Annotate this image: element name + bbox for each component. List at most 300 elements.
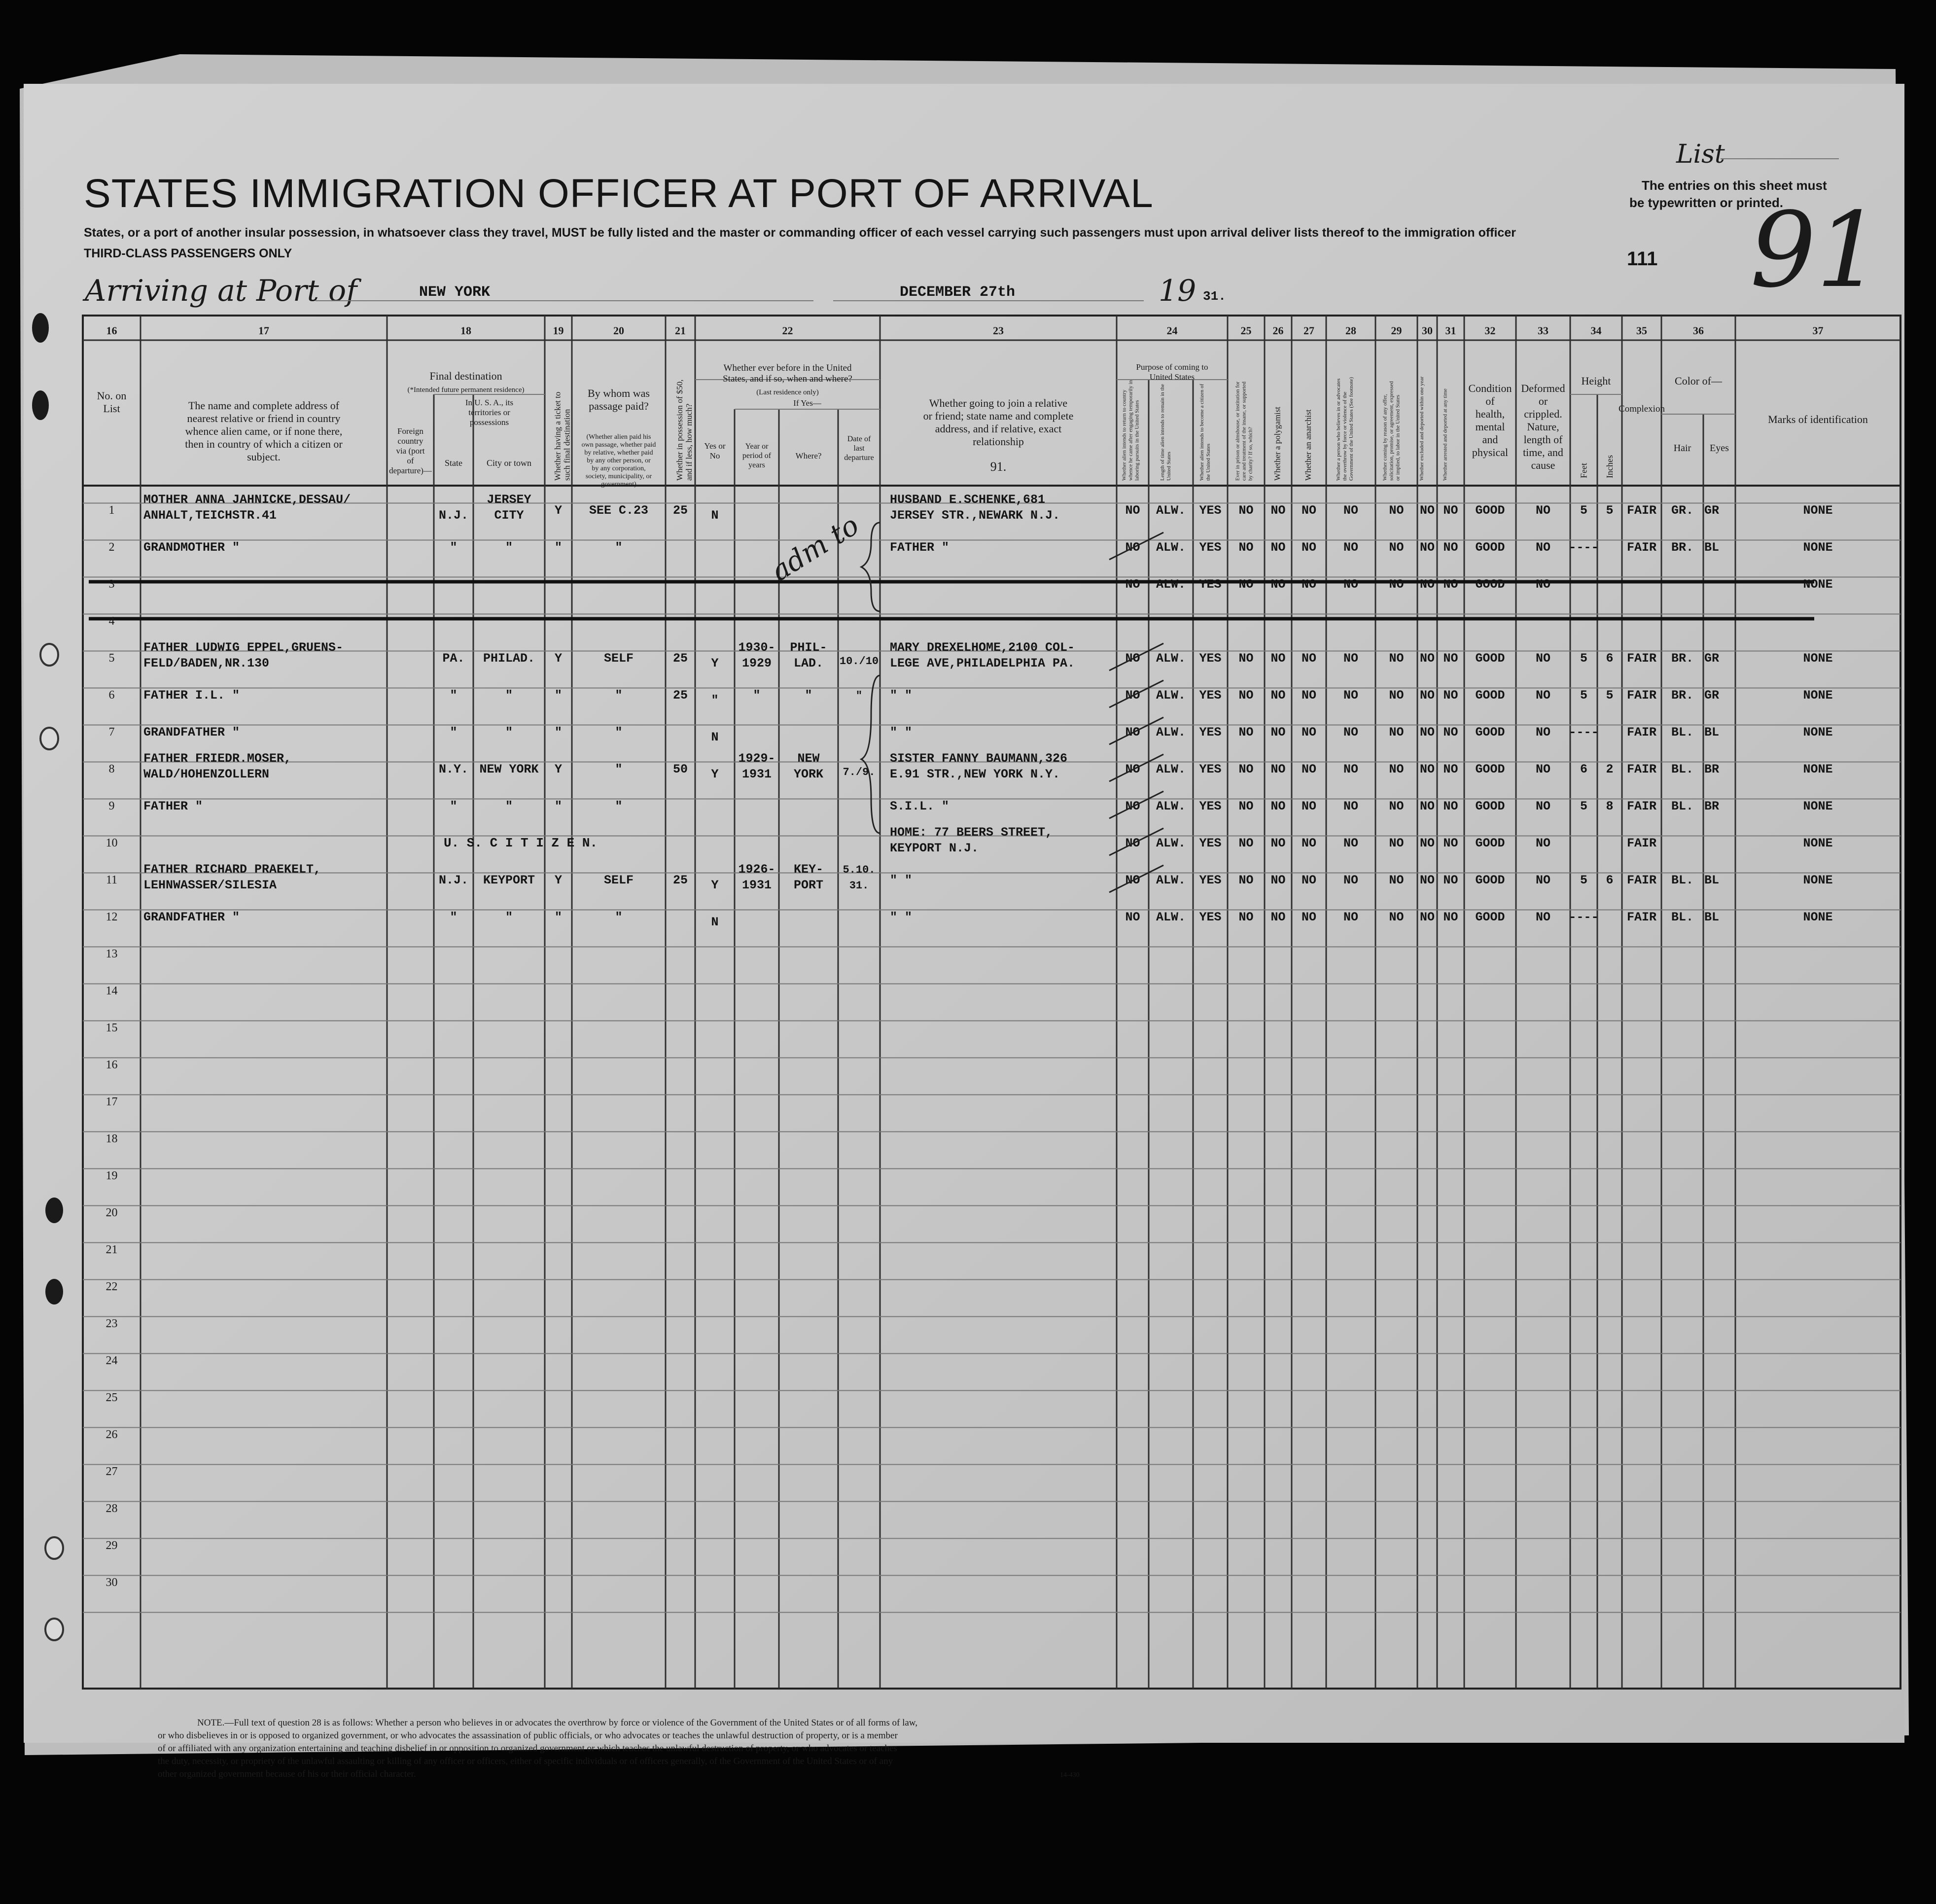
col-c27-value: NO [1301, 540, 1317, 555]
page-number: 111 [1627, 248, 1658, 270]
hair-color: BR. [1671, 540, 1694, 555]
eye-color: GR [1704, 503, 1720, 518]
height-feet: ---- [1569, 910, 1599, 924]
hair-color: BL. [1671, 799, 1694, 813]
col-c31-value: NO [1443, 836, 1458, 850]
col-c25-value: NO [1238, 762, 1254, 776]
col-c26-value: NO [1270, 836, 1286, 850]
joining: " " [890, 688, 913, 703]
col-22-ifyes: If Yes— [793, 398, 821, 408]
joining: " " [890, 725, 913, 740]
col-c28-value: NO [1343, 688, 1359, 703]
col-c29-value: NO [1389, 688, 1404, 703]
before-in-us: " [711, 693, 719, 707]
deformed: NO [1535, 836, 1551, 850]
last-departure: 7./9. [843, 766, 876, 778]
col-c24c-value: YES [1199, 688, 1222, 703]
ticket: Y [554, 762, 563, 776]
col-20-sub: (Whether alien paid his own passage, whether paid by relative, whether paid by any other person, or by any corporation, society, municipality, or government) [581, 433, 656, 488]
col-c24a-value: NO [1125, 799, 1140, 813]
health: GOOD [1475, 503, 1505, 518]
column-number: 36 [1693, 324, 1704, 337]
year-period-2: 1929 [741, 656, 772, 670]
col-27-heading: Whether an anarchist [1303, 409, 1313, 481]
money: 25 [672, 688, 688, 703]
col-c24c-value: YES [1199, 836, 1222, 850]
row-number: 14 [106, 985, 118, 997]
before-in-us: N [711, 915, 719, 929]
col-c27-value: NO [1301, 836, 1317, 850]
col-c26-value: NO [1270, 873, 1286, 887]
height-feet: 5 [1580, 799, 1588, 813]
year-suffix: 31. [1203, 289, 1226, 304]
col-c27-value: NO [1301, 651, 1317, 666]
col-c24b-value: ALW. [1156, 910, 1186, 924]
health: GOOD [1475, 540, 1505, 555]
relative-name: GRANDFATHER " [143, 725, 240, 740]
footnote-line-4: the duty, necessity, or propriety of the unlawful assaulting or killing of any officer or officers, either of specific individuals or of officers generally, of the Government of the United States or of any [158, 1756, 893, 1766]
table-row [109, 615, 115, 628]
year-period: 1930- [738, 640, 775, 655]
row-number: 17 [106, 1095, 118, 1108]
col-c25-value: NO [1238, 836, 1254, 850]
col-18-title: Final destination [429, 370, 502, 382]
col-c26-value: NO [1270, 725, 1286, 740]
col-19-heading: Whether having a ticket tosuch final destination [553, 391, 572, 481]
col-28-heading: Whether a person who believes in or advocatesthe overthrow by force or violence of theGovernment of the United States (See footnote) [1336, 377, 1354, 481]
where-2: YORK [793, 767, 824, 781]
form-number: 14-430 [1060, 1771, 1080, 1779]
col-c30-value: NO [1419, 799, 1435, 813]
col-c28-value: NO [1343, 873, 1359, 887]
row-number: 20 [106, 1206, 118, 1219]
complexion: FAIR [1626, 540, 1657, 555]
money: 25 [672, 873, 688, 887]
col-c28-value: NO [1343, 799, 1359, 813]
col-35-heading: Complexion [1619, 404, 1665, 414]
col-c24a-value: NO [1125, 873, 1140, 887]
col-c29-value: NO [1389, 873, 1404, 887]
col-c27-value: NO [1301, 688, 1317, 703]
col-c25-value: NO [1238, 910, 1254, 924]
health: GOOD [1475, 577, 1505, 592]
deformed: NO [1535, 577, 1551, 592]
col-c29-value: NO [1389, 762, 1404, 776]
identification-marks: NONE [1803, 873, 1833, 887]
col-c24a-value: NO [1125, 910, 1140, 924]
col-c31-value: NO [1443, 873, 1458, 887]
col-22-sub: (Last residence only) [756, 388, 819, 396]
where-2: LAD. [793, 656, 824, 670]
col-c30-value: NO [1419, 651, 1435, 666]
height-inches: 5 [1606, 503, 1614, 518]
col-c24b-value: ALW. [1156, 540, 1186, 555]
identification-marks: NONE [1803, 577, 1833, 592]
col-c31-value: NO [1443, 577, 1458, 592]
complexion: FAIR [1626, 836, 1657, 850]
identification-marks: NONE [1803, 799, 1833, 813]
col-c24b-value: ALW. [1156, 873, 1186, 887]
col-c24c-value: YES [1199, 873, 1222, 887]
row-number: 28 [106, 1502, 118, 1515]
col-c24c-value: YES [1199, 503, 1222, 518]
row-number: 15 [106, 1022, 118, 1034]
eye-color: BL [1704, 540, 1720, 555]
port-value: NEW YORK [419, 284, 491, 301]
column-number: 31 [1445, 324, 1456, 337]
row-number: 21 [106, 1243, 118, 1256]
relative-name: MOTHER ANNA JAHNICKE,DESSAU/ [143, 493, 351, 507]
where-2: PORT [793, 878, 824, 892]
dest-city: JERSEY [487, 493, 531, 507]
year-prefix: 19 [1159, 274, 1197, 308]
health: GOOD [1475, 836, 1505, 850]
col-c26-value: NO [1270, 762, 1286, 776]
col-c30-value: NO [1419, 836, 1435, 850]
dest-state: N.J. [438, 508, 469, 523]
passage-paid: SELF [603, 873, 634, 887]
row-number: 8 [108, 763, 115, 776]
health: GOOD [1475, 910, 1505, 924]
col-c27-value: NO [1301, 762, 1317, 776]
deformed: NO [1535, 910, 1551, 924]
height-inches: 6 [1606, 651, 1614, 666]
col-c29-value: NO [1389, 577, 1404, 592]
complexion: FAIR [1626, 762, 1657, 776]
col-22-date: Date of last departure [844, 435, 874, 462]
col-c26-value: NO [1270, 540, 1286, 555]
col-c24a-value: NO [1125, 762, 1140, 776]
col-c28-value: NO [1343, 503, 1359, 518]
handwritten-list-number: 91 [1750, 190, 1882, 311]
col-26-heading: Whether a polygamist [1272, 406, 1282, 481]
col-c31-value: NO [1443, 503, 1458, 518]
citizen-note: U. S. C I T I Z E N. [444, 836, 598, 850]
column-number: 32 [1484, 324, 1496, 337]
relative-name: FATHER RICHARD PRAEKELT, [143, 862, 321, 877]
row-number: 23 [106, 1317, 118, 1330]
joining-2: LEGE AVE,PHILADELPHIA PA. [890, 656, 1075, 670]
dest-city: PHILAD. [483, 651, 535, 666]
col-c28-value: NO [1343, 577, 1359, 592]
row-number: 22 [106, 1280, 118, 1293]
col-c30-value: NO [1419, 577, 1435, 592]
col-c25-value: NO [1238, 540, 1254, 555]
identification-marks: NONE [1803, 762, 1833, 776]
col-c28-value: NO [1343, 725, 1359, 740]
row-number: 2 [108, 541, 115, 554]
row-number: 3 [108, 578, 115, 591]
col-c24c-value: YES [1199, 540, 1222, 555]
row-number: 24 [106, 1354, 118, 1367]
col-22-year: Year or period of years [742, 442, 772, 469]
col-c24c-value: YES [1199, 910, 1222, 924]
height-feet: 6 [1580, 762, 1588, 776]
col-34-feet: Feet [1579, 463, 1589, 478]
note-right-1: The entries on this sheet must [1642, 178, 1827, 193]
dest-state: PA. [442, 651, 465, 666]
year-period-2: 1931 [741, 878, 772, 892]
col-c29-value: NO [1389, 725, 1404, 740]
col-c27-value: NO [1301, 577, 1317, 592]
col-c24b-value: ALW. [1156, 836, 1186, 850]
col-22-where: Where? [795, 451, 822, 460]
relative-address: LEHNWASSER/SILESIA [143, 878, 277, 892]
relative-name: FATHER FRIEDR.MOSER, [143, 751, 292, 766]
dest-state: " [450, 799, 458, 813]
ticket: Y [554, 503, 563, 518]
health: GOOD [1475, 762, 1505, 776]
date-value: DECEMBER 27th [900, 284, 1016, 301]
ticket: " [554, 540, 563, 555]
col-c29-value: NO [1389, 910, 1404, 924]
col-36-heading: Color of— [1675, 375, 1722, 387]
row-number: 27 [106, 1465, 118, 1478]
deformed: NO [1535, 725, 1551, 740]
col-c30-value: NO [1419, 910, 1435, 924]
col-c31-value: NO [1443, 725, 1458, 740]
col-18-city: City or town [486, 458, 532, 468]
row-number: 29 [106, 1539, 118, 1552]
col-37-heading: Marks of identification [1768, 413, 1868, 425]
relative-name: FATHER " [143, 799, 203, 813]
ticket: " [554, 725, 563, 740]
joining: FATHER " [890, 540, 950, 555]
col-18-sub: (*Intended future permanent residence) [407, 386, 525, 394]
passage-paid: SEE C.23 [589, 503, 649, 518]
dest-city-2: CITY [494, 508, 524, 523]
column-number: 24 [1166, 324, 1178, 337]
col-25-heading: Ever in prison or almshouse, or institution forcare and treatment of the insane, or supportedby charity? If so, which? [1234, 381, 1254, 481]
col-c28-value: NO [1343, 910, 1359, 924]
joining: " " [890, 873, 913, 887]
col-30-heading: Whether excluded and deported within one year [1419, 376, 1425, 481]
dest-state: " [450, 540, 458, 555]
joining: HUSBAND E.SCHENKE,681 [890, 493, 1046, 507]
complexion: FAIR [1626, 910, 1657, 924]
height-feet: 5 [1580, 688, 1588, 703]
col-22-yesno: Yes or No [704, 441, 726, 460]
joining: " " [890, 910, 913, 924]
col-18-state: State [445, 458, 462, 468]
before-in-us: Y [711, 656, 719, 670]
deformed: NO [1535, 651, 1551, 666]
col-c25-value: NO [1238, 873, 1254, 887]
col-24c-heading: Whether alien intends to become a citizen ofthe United States [1199, 384, 1211, 481]
col-c24a-value: NO [1125, 836, 1140, 850]
col-c24c-value: YES [1199, 762, 1222, 776]
col-c24c-value: YES [1199, 651, 1222, 666]
hair-color: BL. [1671, 762, 1694, 776]
col-c29-value: NO [1389, 836, 1404, 850]
page-subtitle: States, or a port of another insular possession, in whatsoever class they travel, MUST be fully listed and the master or commanding officer of each vessel carrying such passengers must upon arrival deliver lists thereof to the immigration officer [84, 226, 1516, 240]
year-period: 1929- [738, 751, 775, 766]
col-34-heading: Height [1581, 375, 1611, 387]
height-inches: 5 [1606, 688, 1614, 703]
row-number: 19 [106, 1169, 118, 1182]
column-number: 16 [106, 324, 117, 337]
complexion: FAIR [1626, 688, 1657, 703]
health: GOOD [1475, 651, 1505, 666]
col-c27-value: NO [1301, 799, 1317, 813]
deformed: NO [1535, 873, 1551, 887]
col-31-heading: Whether arrested and deported at any time [1442, 388, 1448, 481]
ticket: Y [554, 873, 563, 887]
col-c30-value: NO [1419, 725, 1435, 740]
col-c28-value: NO [1343, 836, 1359, 850]
col-c24b-value: ALW. [1156, 503, 1186, 518]
before-in-us: Y [711, 767, 719, 781]
col-c24c-value: YES [1199, 799, 1222, 813]
column-number: 25 [1240, 324, 1252, 337]
col-c31-value: NO [1443, 688, 1458, 703]
joining-2: E.91 STR.,NEW YORK N.Y. [890, 767, 1060, 781]
note-right-2: be typewritten or printed. [1629, 195, 1784, 210]
identification-marks: NONE [1803, 540, 1833, 555]
col-c25-value: NO [1238, 799, 1254, 813]
col-c30-value: NO [1419, 503, 1435, 518]
col-c24c-value: YES [1199, 577, 1222, 592]
identification-marks: NONE [1803, 725, 1833, 740]
deformed: NO [1535, 762, 1551, 776]
passage-paid: SELF [603, 651, 634, 666]
col-c29-value: NO [1389, 799, 1404, 813]
hair-color: BL. [1671, 873, 1694, 887]
health: GOOD [1475, 688, 1505, 703]
col-c25-value: NO [1238, 577, 1254, 592]
identification-marks: NONE [1803, 910, 1833, 924]
col-c27-value: NO [1301, 910, 1317, 924]
row-number: 26 [106, 1428, 118, 1441]
passage-paid: " [615, 910, 623, 924]
column-number: 30 [1422, 324, 1433, 337]
col-33-heading: Deformed or crippled. Nature, length of time, and cause [1521, 382, 1565, 471]
col-c25-value: NO [1238, 503, 1254, 518]
height-inches: 6 [1606, 873, 1614, 887]
col-21-heading: Whether in possession of $50,and if less, how much? [675, 379, 694, 481]
col-c24b-value: ALW. [1156, 799, 1186, 813]
row-number: 11 [106, 874, 118, 886]
column-number: 33 [1538, 324, 1549, 337]
row-number: 13 [106, 948, 118, 960]
column-number: 28 [1345, 324, 1356, 337]
col-20-heading: By whom was passage paid? [588, 387, 650, 412]
col-18-foreign: Foreign country via (port of departure)— [389, 426, 432, 475]
col-c24a-value: NO [1125, 503, 1140, 518]
col-c26-value: NO [1270, 503, 1286, 518]
row-number: 4 [108, 615, 115, 628]
last-departure: 10./10 [839, 655, 879, 668]
money: 25 [672, 651, 688, 666]
relative-name: GRANDMOTHER " [143, 540, 240, 555]
hair-color: GR. [1671, 503, 1694, 518]
col-c31-value: NO [1443, 540, 1458, 555]
row-number: 5 [108, 652, 115, 665]
col-c24a-value: NO [1125, 577, 1140, 592]
class-line: THIRD-CLASS PASSENGERS ONLY [84, 247, 292, 260]
col-c27-value: NO [1301, 873, 1317, 887]
complexion: FAIR [1626, 725, 1657, 740]
col-c24b-value: ALW. [1156, 725, 1186, 740]
passage-paid: " [615, 762, 623, 776]
height-inches: 8 [1606, 799, 1614, 813]
col-c26-value: NO [1270, 577, 1286, 592]
complexion: FAIR [1626, 799, 1657, 813]
complexion: FAIR [1626, 503, 1657, 518]
page-title: STATES IMMIGRATION OFFICER AT PORT OF ARRIVAL [84, 171, 1154, 216]
col-c28-value: NO [1343, 540, 1359, 555]
hair-color: BL. [1671, 910, 1694, 924]
col-36-eyes: Eyes [1710, 443, 1729, 454]
row-number: 10 [106, 837, 118, 849]
dest-city: " [505, 799, 513, 813]
col-24a-heading: Whether alien intends to return to countrywhence he came after engaging temporarily inlaboring pursuits in the United States [1121, 380, 1140, 481]
dest-state: " [450, 725, 458, 740]
col-c30-value: NO [1419, 762, 1435, 776]
height-feet: 5 [1580, 873, 1588, 887]
col-c31-value: NO [1443, 762, 1458, 776]
col-c26-value: NO [1270, 651, 1286, 666]
joining: MARY DREXELHOME,2100 COL- [890, 640, 1075, 655]
col-c26-value: NO [1270, 910, 1286, 924]
col-16-heading: No. on List [97, 389, 127, 415]
col-c30-value: NO [1419, 873, 1435, 887]
deformed: NO [1535, 799, 1551, 813]
joining: SISTER FANNY BAUMANN,326 [890, 751, 1068, 766]
health: GOOD [1475, 873, 1505, 887]
complexion: FAIR [1626, 873, 1657, 887]
height-feet: ---- [1569, 540, 1599, 555]
column-number: 22 [782, 324, 793, 337]
year-period: 1926- [738, 862, 775, 877]
dest-city: " [505, 725, 513, 740]
dest-city: " [505, 688, 513, 703]
dest-city: NEW YORK [479, 762, 539, 776]
ticket: " [554, 688, 563, 703]
before-in-us: N [711, 730, 719, 744]
relative-name: GRANDFATHER " [143, 910, 240, 924]
col-c31-value: NO [1443, 910, 1458, 924]
col-c25-value: NO [1238, 688, 1254, 703]
col-c28-value: NO [1343, 651, 1359, 666]
identification-marks: NONE [1803, 836, 1833, 850]
footnote-line-2: or who disbelieves in or is opposed to organized government, or who advocates the assassination of public officials, or who advocates or teaches the unlawful destruction of property, or is a member [158, 1730, 898, 1741]
col-22-title: Whether ever before in the United States, and if so, when and where? [723, 363, 852, 384]
eye-color: BR [1704, 762, 1720, 776]
footnote-line-1: NOTE.—Full text of question 28 is as follows: Whether a person who believes in or advocates the overthrow by force or violence of the Government of the United States or of all forms of law, [197, 1718, 918, 1728]
identification-marks: NONE [1803, 503, 1833, 518]
relative-address: FELD/BADEN,NR.130 [143, 656, 270, 670]
height-feet: 5 [1580, 651, 1588, 666]
row-number: 25 [106, 1391, 118, 1404]
arriving-label: Arriving at Port of [85, 274, 357, 308]
last-departure: 5.10. [843, 864, 876, 876]
col-c24b-value: ALW. [1156, 577, 1186, 592]
col-c26-value: NO [1270, 799, 1286, 813]
ticket: Y [554, 651, 563, 666]
dest-state: " [450, 910, 458, 924]
row-number: 12 [106, 911, 118, 923]
col-c27-value: NO [1301, 503, 1317, 518]
eye-color: GR [1704, 688, 1720, 703]
column-number: 35 [1636, 324, 1647, 337]
col-c31-value: NO [1443, 799, 1458, 813]
col-24b-heading: Length of time alien intends to remain in theUnited States [1160, 384, 1172, 481]
dest-state: N.J. [438, 873, 469, 887]
hair-color: BR. [1671, 651, 1694, 666]
col-c24a-value: NO [1125, 540, 1140, 555]
ticket: " [554, 910, 563, 924]
